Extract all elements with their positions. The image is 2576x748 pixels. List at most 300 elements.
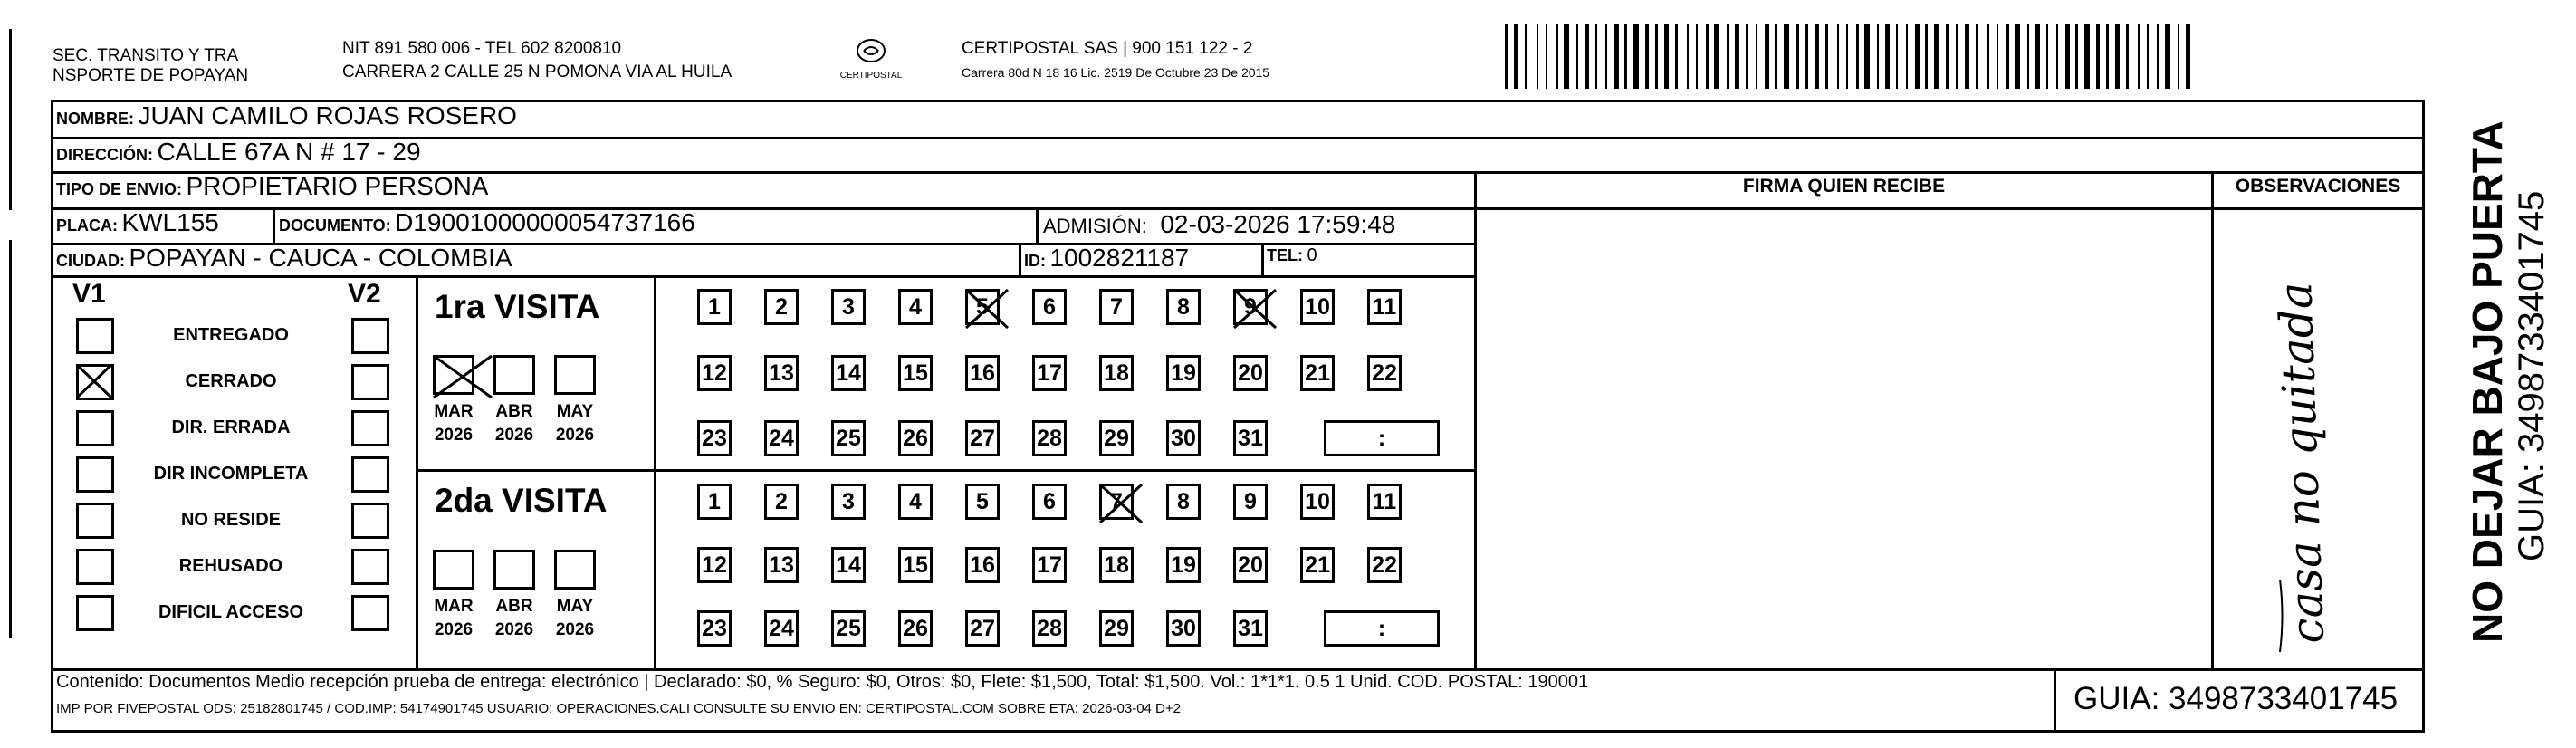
visit2-time-field[interactable]	[1324, 610, 1440, 647]
barcode-bar	[1546, 24, 1547, 89]
v2-checkbox-3[interactable]	[351, 456, 389, 493]
day-number: 21	[1305, 360, 1330, 386]
document-label: DOCUMENTO:	[279, 216, 391, 235]
day-number: 30	[1171, 615, 1196, 641]
day-number: 16	[970, 360, 995, 386]
handwritten-observation	[2217, 226, 2416, 661]
reason-label-4: NO RESIDE	[180, 510, 282, 530]
barcode-bar	[1525, 24, 1527, 89]
day-number: 18	[1104, 551, 1129, 578]
v1-checkbox-5[interactable]	[76, 549, 114, 585]
barcode-bar	[1675, 24, 1678, 89]
sender-line-1: SEC. TRANSITO Y TRA	[53, 46, 239, 65]
name-row	[56, 101, 517, 138]
day-number: 25	[836, 615, 861, 641]
day-number: 19	[1171, 551, 1196, 578]
svg-text:casa no quitada: casa no quitada	[2269, 281, 2334, 645]
visit2-day-2[interactable]	[764, 484, 799, 520]
barcode-bar	[1864, 24, 1870, 89]
barcode-bar	[2138, 24, 2140, 89]
visit1-day-1[interactable]	[697, 289, 732, 325]
recipient-name: JUAN CAMILO ROJAS ROSERO	[138, 101, 517, 129]
barcode-bar	[1514, 24, 1518, 89]
day-number: 18	[1104, 360, 1129, 386]
barcode-bar	[1505, 24, 1508, 89]
day-number: 15	[903, 360, 928, 386]
visit1-day-3[interactable]	[831, 289, 866, 325]
month-year: 2026	[555, 426, 595, 445]
barcode-bar	[1614, 24, 1619, 89]
day-number: 20	[1238, 360, 1263, 386]
day-number: 22	[1372, 360, 1397, 386]
barcode-bar	[1775, 24, 1777, 89]
barcode-bar	[1576, 24, 1578, 89]
barcode-bar	[2056, 24, 2058, 89]
time-separator: :	[1377, 425, 1386, 451]
barcode-bar	[1714, 24, 1719, 89]
barcode-bar	[1605, 24, 1607, 89]
barcode-bar	[1756, 24, 1757, 89]
visit2-day-22[interactable]	[1367, 547, 1402, 583]
barcode-bar	[1925, 24, 1928, 89]
admission-value: 02-03-2026 17:59:48	[1160, 210, 1396, 238]
day-number: 30	[1171, 425, 1196, 451]
day-number: 12	[702, 551, 727, 578]
id-value: 1002821187	[1049, 244, 1190, 272]
day-number: 31	[1238, 425, 1263, 451]
visit2-day-23[interactable]	[697, 610, 732, 647]
v1-checkbox-3[interactable]	[76, 456, 114, 493]
barcode-bar	[1727, 24, 1729, 89]
barcode-bar	[1956, 24, 1958, 89]
visit1-day-14[interactable]	[831, 355, 866, 391]
day-number: 14	[836, 360, 861, 386]
barcode-bar	[2096, 24, 2100, 89]
reason-label-3: DIR INCOMPLETA	[153, 464, 309, 484]
day-number: 28	[1037, 615, 1062, 641]
month-checkbox-abr[interactable]	[493, 355, 535, 395]
barcode-bar	[2165, 24, 2170, 89]
visit1-day-20[interactable]	[1233, 355, 1268, 391]
barcode-bar	[1825, 24, 1828, 89]
month-checkbox-abr[interactable]	[493, 550, 535, 590]
day-number: 6	[1043, 293, 1056, 320]
visits-col-divider	[416, 275, 418, 670]
visit2-day-14[interactable]	[831, 547, 866, 583]
day-number: 29	[1104, 425, 1129, 451]
visit2-day-13[interactable]	[764, 547, 799, 583]
footer-guia-divider	[2054, 668, 2056, 733]
month-year: 2026	[555, 620, 595, 639]
day-number: 6	[1043, 488, 1056, 514]
form-row-line	[51, 668, 2425, 671]
day-number: 7	[1110, 293, 1123, 320]
visit1-day-4[interactable]	[898, 289, 933, 325]
footer-content-line: Contenido: Documentos Medio recepción prueba de entrega: electrónico | Declarado: $0, % Seguro: $0, Otros: $0, Flete: $1,500, Total: $1,500. Vol.: 1*1*1. 0.5 1 Unid. COD. POSTAL: 190001	[56, 672, 1589, 692]
day-number: 9	[1244, 488, 1257, 514]
signature-header: FIRMA QUIEN RECIBE	[1742, 176, 1946, 197]
city-label: CIUDAD:	[56, 252, 125, 270]
visit2-day-1[interactable]	[697, 484, 732, 520]
visit2-day-18[interactable]	[1099, 547, 1134, 583]
visit2-day-11[interactable]	[1367, 484, 1402, 520]
visit2-day-8[interactable]	[1166, 484, 1201, 520]
id-divider	[1019, 243, 1021, 277]
day-number: 29	[1104, 615, 1129, 641]
visit1-day-13[interactable]	[764, 355, 799, 391]
visit2-day-31[interactable]	[1233, 610, 1268, 647]
barcode-bar	[1877, 24, 1879, 89]
day-number: 23	[702, 615, 727, 641]
v2-checkbox-1[interactable]	[351, 364, 389, 400]
v2-checkbox-6[interactable]	[351, 595, 389, 631]
barcode-bar	[1687, 24, 1689, 89]
visit1-day-17[interactable]	[1032, 355, 1067, 391]
days-col-divider	[654, 275, 656, 670]
company-line: CERTIPOSTAL SAS | 900 151 122 - 2	[962, 39, 1253, 58]
day-number: 24	[769, 425, 794, 451]
v2-checkbox-0[interactable]	[351, 318, 389, 354]
visit1-day-27[interactable]	[965, 420, 1000, 456]
day-number: 24	[769, 615, 794, 641]
city-cell	[56, 244, 512, 276]
nit-line: NIT 891 580 006 - TEL 602 8200810	[342, 39, 622, 58]
barcode-bar	[1976, 24, 1978, 89]
admission-divider	[1036, 207, 1039, 245]
observations-header: OBSERVACIONES	[2235, 176, 2401, 197]
month-name: MAY	[556, 597, 594, 616]
barcode-bar	[1915, 24, 1920, 89]
month-year: 2026	[434, 426, 474, 445]
id-cell	[1024, 244, 1189, 276]
svg-text:CERTIPOSTAL: CERTIPOSTAL	[839, 71, 903, 81]
day-number: 8	[1177, 293, 1190, 320]
visit1-day-19[interactable]	[1166, 355, 1201, 391]
recipient-address: CALLE 67A N # 17 - 29	[157, 138, 421, 166]
type-label: TIPO DE ENVIO:	[56, 180, 183, 198]
v1-checkbox-0[interactable]	[76, 318, 114, 354]
barcode-bar	[1664, 24, 1669, 89]
day-number: 2	[775, 488, 788, 514]
v1-checkbox-1[interactable]	[76, 364, 114, 400]
day-number: 10	[1305, 488, 1330, 514]
month-year: 2026	[494, 620, 534, 639]
visit1-day-31[interactable]	[1233, 420, 1268, 456]
v1-checkbox-6[interactable]	[76, 595, 114, 631]
barcode-bar	[2178, 24, 2179, 89]
day-number: 20	[1238, 551, 1263, 578]
plate-label: PLACA:	[56, 216, 118, 235]
visit1-day-25[interactable]	[831, 420, 866, 456]
barcode-bar	[2046, 24, 2048, 89]
admission-label: ADMISIÓN:	[1043, 215, 1147, 237]
visit2-day-26[interactable]	[898, 610, 933, 647]
day-number: 4	[909, 488, 922, 514]
day-number: 21	[1305, 551, 1330, 578]
visit1-day-15[interactable]	[898, 355, 933, 391]
reason-label-5: REHUSADO	[178, 556, 283, 576]
visit1-day-28[interactable]	[1032, 420, 1067, 456]
city-value: POPAYAN - CAUCA - COLOMBIA	[129, 244, 512, 272]
day-check-mark-icon	[1231, 286, 1279, 331]
barcode-bar	[2027, 24, 2029, 89]
day-number: 25	[836, 425, 861, 451]
type-row	[56, 172, 488, 208]
first-visit-label: 1ra VISITA	[435, 288, 600, 325]
barcode-bar	[1997, 24, 1998, 89]
footer-guia-box: GUIA: 3498733401745	[2073, 681, 2399, 716]
barcode-bar	[1537, 24, 1538, 89]
shipment-type: PROPIETARIO PERSONA	[186, 172, 489, 200]
barcode-bar	[1784, 24, 1789, 89]
side-guia: GUIA: 3498733401745	[2512, 190, 2552, 561]
reason-label-6: DIFICIL ACCESO	[158, 602, 304, 622]
v2-checkbox-5[interactable]	[351, 549, 389, 585]
day-number: 27	[970, 615, 995, 641]
visit1-time-field[interactable]	[1324, 420, 1440, 456]
day-number: 5	[976, 293, 989, 320]
day-number: 13	[769, 360, 794, 386]
sender-address-line: CARRERA 2 CALLE 25 N POMONA VIA AL HUILA	[342, 62, 733, 82]
visit1-day-23[interactable]	[697, 420, 732, 456]
tel-label: TEL:	[1267, 246, 1303, 264]
certipostal-logo-icon	[835, 36, 907, 83]
form-border-left	[51, 100, 53, 733]
visit1-day-30[interactable]	[1166, 420, 1201, 456]
v2-checkbox-4[interactable]	[351, 503, 389, 539]
month-name: ABR	[495, 402, 533, 421]
month-checkbox-mar[interactable]	[433, 550, 474, 590]
visit1-day-11[interactable]	[1367, 289, 1402, 325]
visit2-day-6[interactable]	[1032, 484, 1067, 520]
barcode-bar	[1735, 24, 1739, 89]
barcode-bar	[2186, 24, 2190, 89]
visit1-day-24[interactable]	[764, 420, 799, 456]
barcode-bar	[1556, 24, 1558, 89]
visit1-day-26[interactable]	[898, 420, 933, 456]
month-checkbox-mar[interactable]	[433, 355, 474, 395]
margin-mark	[9, 29, 12, 210]
barcode-bar	[1856, 24, 1859, 89]
month-name: ABR	[495, 597, 533, 616]
v2-label: V2	[348, 279, 381, 309]
visit2-day-15[interactable]	[898, 547, 933, 583]
day-number: 1	[708, 488, 721, 514]
visit1-day-5[interactable]	[965, 289, 1000, 325]
second-visit-label: 2da VISITA	[435, 482, 608, 519]
visit2-day-25[interactable]	[831, 610, 866, 647]
day-number: 7	[1110, 488, 1123, 514]
barcode-bar	[1805, 24, 1808, 89]
barcode-bar	[1885, 24, 1890, 89]
visit2-day-17[interactable]	[1032, 547, 1067, 583]
day-number: 4	[909, 293, 922, 320]
month-check-mark-icon	[430, 352, 495, 401]
visit2-day-3[interactable]	[831, 484, 866, 520]
day-number: 23	[702, 425, 727, 451]
month-checkbox-may[interactable]	[554, 355, 596, 395]
barcode-bar	[2147, 24, 2149, 89]
month-label	[487, 595, 541, 642]
barcode-bar	[2084, 24, 2090, 89]
plate-cell	[56, 208, 219, 243]
visit1-day-22[interactable]	[1367, 355, 1402, 391]
address-label: DIRECCIÓN:	[56, 146, 153, 164]
day-number: 26	[903, 425, 928, 451]
visit1-day-7[interactable]	[1099, 289, 1134, 325]
visit2-day-28[interactable]	[1032, 610, 1067, 647]
barcode-bar	[1934, 24, 1939, 89]
day-number: 9	[1244, 293, 1257, 320]
day-number: 11	[1372, 293, 1397, 320]
header-under-line	[1474, 207, 2425, 210]
barcode-bar	[1655, 24, 1658, 89]
reason-label-1: CERRADO	[185, 371, 277, 391]
barcode-bar	[2157, 24, 2159, 89]
tel-value: 0	[1307, 245, 1317, 265]
form-border-right	[2422, 100, 2425, 733]
day-number: 5	[976, 488, 989, 514]
visit1-day-8[interactable]	[1166, 289, 1201, 325]
v2-checkbox-2[interactable]	[351, 410, 389, 446]
day-number: 1	[708, 293, 721, 320]
visit2-day-30[interactable]	[1166, 610, 1201, 647]
barcode-bar	[1624, 24, 1627, 89]
month-year: 2026	[494, 426, 534, 445]
tel-cell	[1267, 245, 1317, 276]
barcode-bar	[1965, 24, 1969, 89]
day-number: 16	[970, 551, 995, 578]
tel-divider	[1261, 243, 1264, 277]
visit1-day-16[interactable]	[965, 355, 1000, 391]
reason-label-2: DIR. ERRADA	[171, 417, 291, 437]
day-number: 15	[903, 551, 928, 578]
v1-checkbox-2[interactable]	[76, 410, 114, 446]
day-number: 13	[769, 551, 794, 578]
day-number: 11	[1372, 488, 1397, 514]
visit2-day-10[interactable]	[1300, 484, 1335, 520]
document-cell	[279, 208, 695, 243]
barcode-bar	[1633, 24, 1639, 89]
plate-divider	[273, 207, 275, 245]
month-checkbox-may[interactable]	[554, 550, 596, 590]
barcode-bar	[2075, 24, 2078, 89]
day-number: 28	[1037, 425, 1062, 451]
visit1-day-18[interactable]	[1099, 355, 1134, 391]
day-number: 12	[702, 360, 727, 386]
barcode-bar	[2065, 24, 2070, 89]
id-label: ID:	[1024, 252, 1046, 270]
day-number: 31	[1238, 615, 1263, 641]
visit2-day-7[interactable]	[1099, 484, 1134, 520]
barcode-bar	[1846, 24, 1848, 89]
day-number: 2	[775, 293, 788, 320]
plate-value: KWL155	[121, 208, 219, 236]
barcode-bar	[1696, 24, 1698, 89]
month-label	[426, 400, 481, 447]
form-border-bottom	[51, 730, 2425, 733]
barcode	[1505, 0, 2202, 100]
v1-checkbox-4[interactable]	[76, 503, 114, 539]
reason-label-0: ENTREGADO	[173, 325, 289, 345]
barcode-bar	[1896, 24, 1898, 89]
month-name: MAR	[434, 597, 474, 616]
barcode-bar	[1585, 24, 1589, 89]
month-label	[548, 400, 602, 447]
visit2-day-5[interactable]	[965, 484, 1000, 520]
barcode-bar	[1837, 24, 1839, 89]
day-number: 26	[903, 615, 928, 641]
barcode-bar	[1906, 24, 1908, 89]
time-separator: :	[1377, 615, 1386, 641]
visit2-day-19[interactable]	[1166, 547, 1201, 583]
visit1-day-2[interactable]	[764, 289, 799, 325]
signature-col-left	[1474, 171, 1477, 670]
day-check-mark-icon	[1096, 481, 1145, 526]
day-number: 3	[842, 293, 855, 320]
barcode-bar	[2126, 24, 2129, 89]
license-line: Carrera 80d N 18 16 Lic. 2519 De Octubre 23 De 2015	[962, 65, 1270, 80]
sender-line-2: NSPORTE DE POPAYAN	[53, 66, 249, 85]
barcode-bar	[1765, 24, 1769, 89]
footer-imp-line: IMP POR FIVEPOSTAL ODS: 25182801745 / COD.IMP: 54174901745 USUARIO: OPERACIONES.CALI CONSULTE SU ENVIO EN: CERTIPOSTAL.COM SOBRE ETA: 2026-03-04 D+2	[56, 701, 1181, 716]
barcode-bar	[1645, 24, 1649, 89]
document-value: D19001000000054737166	[395, 208, 695, 236]
barcode-bar	[1706, 24, 1709, 89]
day-number: 22	[1372, 551, 1397, 578]
day-number: 8	[1177, 488, 1190, 514]
visit2-day-24[interactable]	[764, 610, 799, 647]
day-check-mark-icon	[962, 286, 1011, 331]
visit1-day-21[interactable]	[1300, 355, 1335, 391]
barcode-bar	[2015, 24, 2020, 89]
visit1-day-12[interactable]	[697, 355, 732, 391]
barcode-bar	[2035, 24, 2040, 89]
barcode-bar	[1595, 24, 1597, 89]
visit2-day-9[interactable]	[1233, 484, 1268, 520]
day-number: 3	[842, 488, 855, 514]
barcode-bar	[2006, 24, 2009, 89]
visit2-day-29[interactable]	[1099, 610, 1134, 647]
visit2-day-27[interactable]	[965, 610, 1000, 647]
barcode-bar	[1987, 24, 1989, 89]
day-number: 19	[1171, 360, 1196, 386]
visit-split-line	[416, 469, 1477, 472]
observations-col-left	[2211, 171, 2214, 670]
day-number: 10	[1305, 293, 1330, 320]
address-row	[56, 138, 421, 172]
month-label	[487, 400, 541, 447]
month-name: MAR	[434, 402, 474, 421]
visit2-day-12[interactable]	[697, 547, 732, 583]
visit2-day-20[interactable]	[1233, 547, 1268, 583]
visit2-day-21[interactable]	[1300, 547, 1335, 583]
barcode-bar	[1796, 24, 1799, 89]
margin-mark	[9, 240, 12, 638]
visit1-day-29[interactable]	[1099, 420, 1134, 456]
visit2-day-16[interactable]	[965, 547, 1000, 583]
name-label: NOMBRE:	[56, 110, 134, 128]
visit1-day-6[interactable]	[1032, 289, 1067, 325]
visit1-day-10[interactable]	[1300, 289, 1335, 325]
visit2-day-4[interactable]	[898, 484, 933, 520]
no-dejar-warning: NO DEJAR BAJO PUERTA	[2464, 120, 2511, 643]
barcode-bar	[1815, 24, 1819, 89]
visit1-day-9[interactable]	[1233, 289, 1268, 325]
day-number: 17	[1037, 551, 1062, 578]
barcode-bar	[1564, 24, 1569, 89]
barcode-bar	[2115, 24, 2120, 89]
